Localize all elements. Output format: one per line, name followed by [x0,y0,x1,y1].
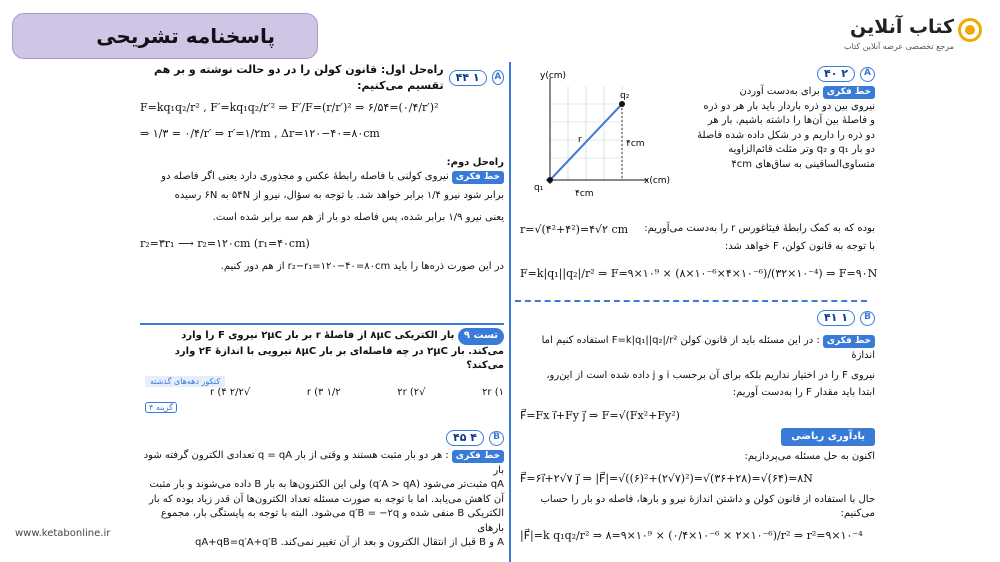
paragraph: A و B قبل از انتقال الکترون و بعد از آن تغییر نمی‌کند. qA+qB=q′A+q′B [194,537,504,548]
paragraph: اکنون به حل مسئله می‌پردازیم: [744,451,875,463]
y-axis-label: y(cm) [540,71,567,81]
solution-heading: راه‌حل اول: قانون کولن را در دو حالت نوشته و بر هم تقسیم می‌کنیم: [154,63,444,92]
coordinate-graph [520,66,670,206]
q2-label: q₂ [620,91,630,101]
paragraph: در این صورت ذره‌ها را باید r₂−r₁=۱۲۰−۴۰=۸۰cm از هم دور کنیم. [220,260,504,272]
paragraph: خط فکریبرای به‌دست آوردن [680,85,875,100]
formula-line: F=kq₁q₂/r² , F′=kq₁q₂/r′² ⇒ F′/F=(r/r′)² ⇒ ۶/۵۴=(۰/۴/r′)² [140,100,439,114]
option-label: A [492,70,504,85]
footer-url[interactable]: www.ketabonline.ir [15,528,111,539]
brand-subtitle: مرجع تخصصی عرضه آنلاین کتاب [843,42,954,51]
question-40-cont [520,222,878,282]
option-1: ۲r (۱ [482,386,504,398]
test-tag: تست ۹ [458,328,504,345]
math-reminder-banner: یادآوری ریاضی [781,428,875,447]
question-number: ۴۰ ۲ [817,66,855,82]
option-label: B [860,311,875,326]
question-40 [680,66,875,172]
paragraph: متساوی‌الساقینی به ساق‌های ۴cm [731,158,875,170]
formula-line: ⇒ ۱/۳ = ۰/۴/r′ ⇒ r′=۱/۲m , Δr=۱۲۰−۴۰=۸۰cm [140,126,380,140]
option-4: √۲/۲ r (۴ [210,386,251,398]
option-label: B [489,431,504,446]
paragraph: دو بار q₁ و q₂ وتر مثلث قائم‌الزاویه [728,144,875,155]
paragraph: الکتریکی B منفی شده و q′B = −۲q می‌شود. البته با توجه به پایستگی بار، مجموع بارهای [160,508,504,534]
question-number: ۴۱ ۱ [817,310,855,326]
question-number: ۴۴ ۱ [449,70,487,86]
brand-icon [958,18,982,42]
answer-key-badge [12,13,318,59]
column-divider [509,62,511,562]
paragraph: خط فکرینیروی کولنی با فاصله رابطهٔ عکس و مجذوری دارد یعنی اگر فاصله دو [140,170,504,185]
paragraph: خط فکری: هر دو بار مثبت هستند و وقتی از بار q = qA تعدادی الکترون گرفته شود بار [143,450,504,476]
test-options [140,386,504,401]
answer-key-title: پاسخنامه تشریحی [96,24,275,48]
paragraph: نیروی بین دو ذره باردار باید بار هر دو ذره [703,100,875,112]
formula-line: |F⃗|=k q₁q₂/r² ⇒ ۸=۹×۱۰⁹ × (۰/۴×۱۰⁻⁶ × ۲×۱۰⁻⁶)/r² ⇒ r²=۹×۱۰⁻⁴ [520,528,863,542]
paragraph: خط فکری: در این مسئله باید از قانون کولن F=k|q₁||q₂|/r² استفاده کنیم اما اندازهٔ [541,335,875,361]
test-question-line: می‌کند. بار ۲μC در چه فاصله‌ای بر بار ۸μC نیرویی با اندازهٔ ۲F وارد [174,345,504,357]
formula-line: F⃗=۶i⃗+۲√۷ j⃗ ⇒ |F⃗|=√((۶)²+(۲√۷)²)=√(۳۶+۲۸)=√(۶۴)=۸N [520,471,813,485]
question-44 [140,62,504,274]
test-9-content [140,328,504,400]
paragraph: و فاصلهٔ بین آن‌ها را داشته باشیم. بار هر [707,115,875,126]
question-45 [140,430,504,551]
option-3: ۱/۲ r (۳ [306,386,341,398]
formula-line: r=√(۴²+۴²)=۴√۲ cm [520,223,629,236]
paragraph-row [520,222,875,238]
brand-logo [792,14,982,58]
q1-label: q₁ [534,183,544,193]
question-40-header [680,66,875,82]
width-label: ۴cm [575,189,594,199]
option-label: A [860,67,875,82]
height-label: ۴cm [626,139,645,149]
formula-line: F=k|q₁||q₂|/r² ⇒ F=۹×۱۰⁹ × (۸×۱۰⁻⁶×۴×۱۰⁻⁶)/(۳۲×۱۰⁻⁴) ⇒ F=۹۰N [520,267,878,281]
test-9-box [140,323,504,423]
r-label: r [578,135,582,145]
x-axis-label: x(cm) [644,176,670,186]
thought-tag: خط فکری [452,450,504,463]
question-41 [520,310,875,544]
test-question: تست ۹ بار الکتریکی ۸μC از فاصلهٔ r بر بار ۲μC نیروی F را وارد [140,328,504,345]
formula-line: F⃗=Fx i⃗+Fy j⃗ ⇒ F=√(Fx²+Fy²) [520,409,680,422]
paragraph: بوده که به کمک رابطهٔ فیثاغورس r را به‌دست می‌آوریم: [644,223,875,234]
thought-tag: خط فکری [452,171,504,184]
question-number: ۴۵ ۴ [446,430,484,446]
question-44-header [140,62,504,94]
paragraph: ابتدا باید مقدار F را به‌دست آوریم: [732,386,875,398]
section-divider [515,300,867,302]
past-exam-ribbon: کنکور دهه‌های گذشته [145,376,225,387]
paragraph: یعنی نیرو ۱/۹ برابر شده، پس فاصله دو بار از هم سه برابر شده است. [212,212,504,224]
paragraph: qA مثبت‌تر می‌شود (q′A > qA) ولی این الکترون‌ها به بار B داده می‌شوند و بار مثبت [149,479,504,490]
test-question-line: می‌کند؟ [466,360,504,371]
paragraph: با توجه به قانون کولن، F خواهد شد: [724,240,875,252]
option-2: √۲r (۲ [397,386,426,398]
thought-tag: خط فکری [823,335,875,348]
paragraph: دو ذره را داریم و در شکل داده شده فاصلهٔ [697,129,875,141]
question-45-header [140,430,504,446]
paragraph: حال با استفاده از قانون کولن و داشتن اندازهٔ نیرو و بارها، فاصله دو بار را حساب می‌کنیم: [540,493,875,520]
paragraph: نیروی F را در اختیار نداریم بلکه برای آن برحسب i و j داده شده است از این‌رو، [546,370,875,381]
paragraph: آن کاهش می‌یابد. اما با توجه به صورت مسئله تعداد الکترون‌ها آن قدر زیاد بوده که بار [148,493,504,505]
solution-heading: راه‌حل دوم: [446,156,504,168]
question-41-header [520,310,875,326]
brand-title: کتاب آنلاین [850,16,954,38]
reminder-row [520,428,875,447]
paragraph: برابر شود نیرو ۱/۴ برابر خواهد شد. با توجه به سؤال، نیرو از ۵۴N به ۶N رسیده [174,189,504,201]
formula-line: r₂=۳r₁ ⟶ r₂=۱۲۰cm (r₁=۴۰cm) [140,236,310,250]
thought-tag: خط فکری [823,86,875,99]
answer-option-badge: گزینه ۴ [145,402,177,413]
